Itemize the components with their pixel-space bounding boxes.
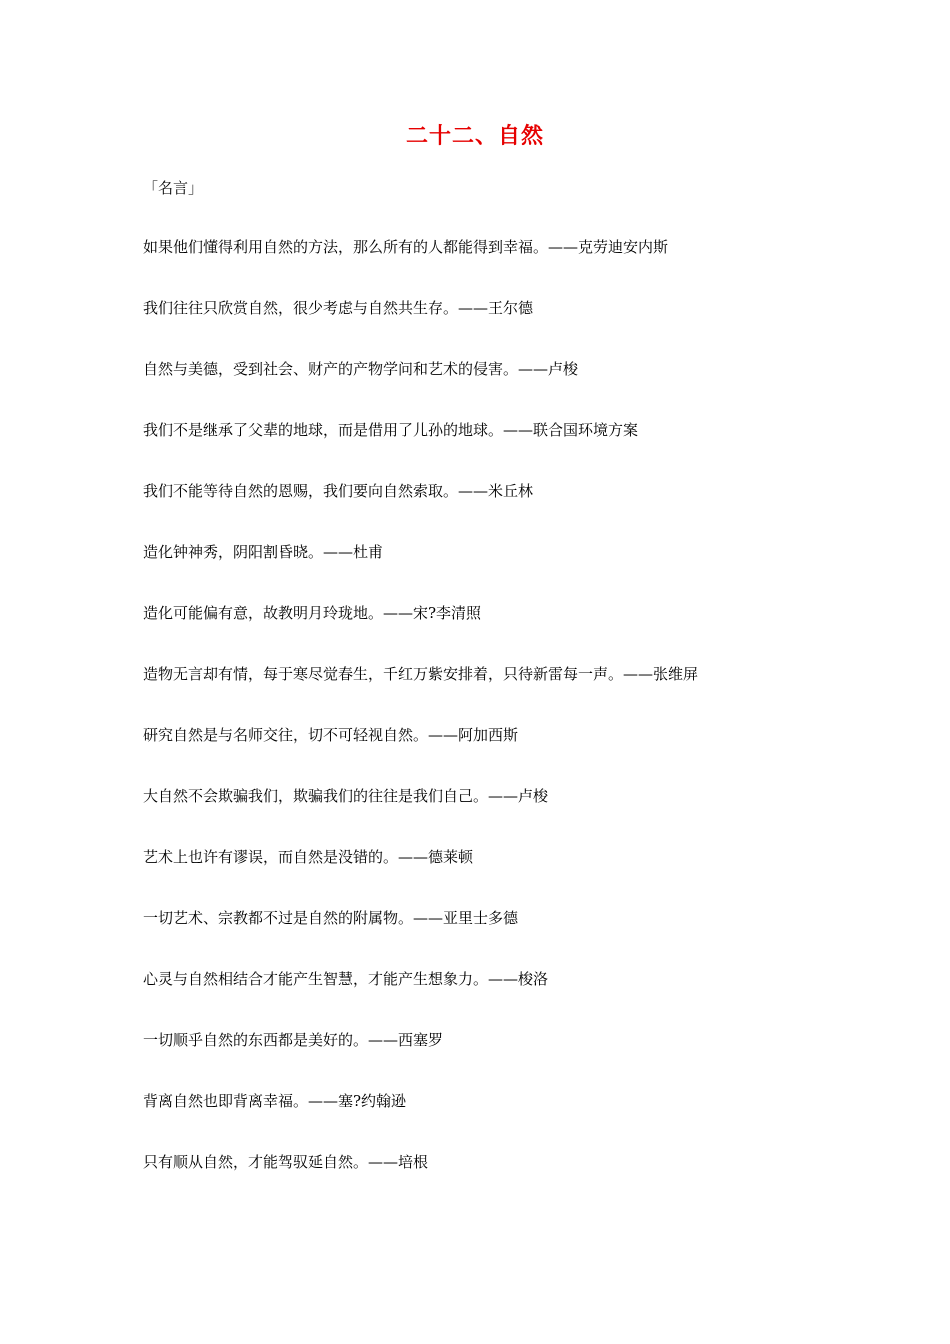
quote-list (143, 234, 843, 1210)
section-label: 「名言」 (143, 179, 204, 197)
quote-item: 艺术上也许有谬误，而自然是没错的。——德莱顿 (143, 848, 474, 866)
quote-item: 造物无言却有情，每于寒尽觉春生，千红万紫安排着，只待新雷每一声。——张维屏 (143, 665, 699, 683)
quote-item: 我们不是继承了父辈的地球，而是借用了儿孙的地球。——联合国环境方案 (143, 421, 639, 439)
page-title: 二十二、自然 (405, 123, 544, 149)
quote-item: 只有顺从自然，才能驾驭延自然。——培根 (143, 1153, 429, 1171)
quote-item: 研究自然是与名师交往，切不可轻视自然。——阿加西斯 (143, 726, 519, 744)
quote-item: 造化钟神秀，阴阳割昏晓。——杜甫 (143, 543, 384, 561)
quote-item: 心灵与自然相结合才能产生智慧，才能产生想象力。——梭洛 (143, 970, 549, 988)
quote-item: 一切顺乎自然的东西都是美好的。——西塞罗 (143, 1031, 444, 1049)
quote-item: 我们往往只欣赏自然，很少考虑与自然共生存。——王尔德 (143, 299, 534, 317)
quote-item: 大自然不会欺骗我们，欺骗我们的往往是我们自己。——卢梭 (143, 787, 549, 805)
quote-item: 背离自然也即背离幸福。——塞?约翰逊 (143, 1092, 407, 1110)
quote-item: 自然与美德，受到社会、财产的产物学问和艺术的侵害。——卢梭 (143, 360, 579, 378)
quote-item: 如果他们懂得利用自然的方法，那么所有的人都能得到幸福。——克劳迪安内斯 (143, 238, 669, 256)
quote-item: 造化可能偏有意，故教明月玲珑地。——宋?李清照 (143, 604, 482, 622)
quote-item: 一切艺术、宗教都不过是自然的附属物。——亚里士多德 (143, 909, 519, 927)
quote-item: 我们不能等待自然的恩赐，我们要向自然索取。——米丘林 (143, 482, 534, 500)
